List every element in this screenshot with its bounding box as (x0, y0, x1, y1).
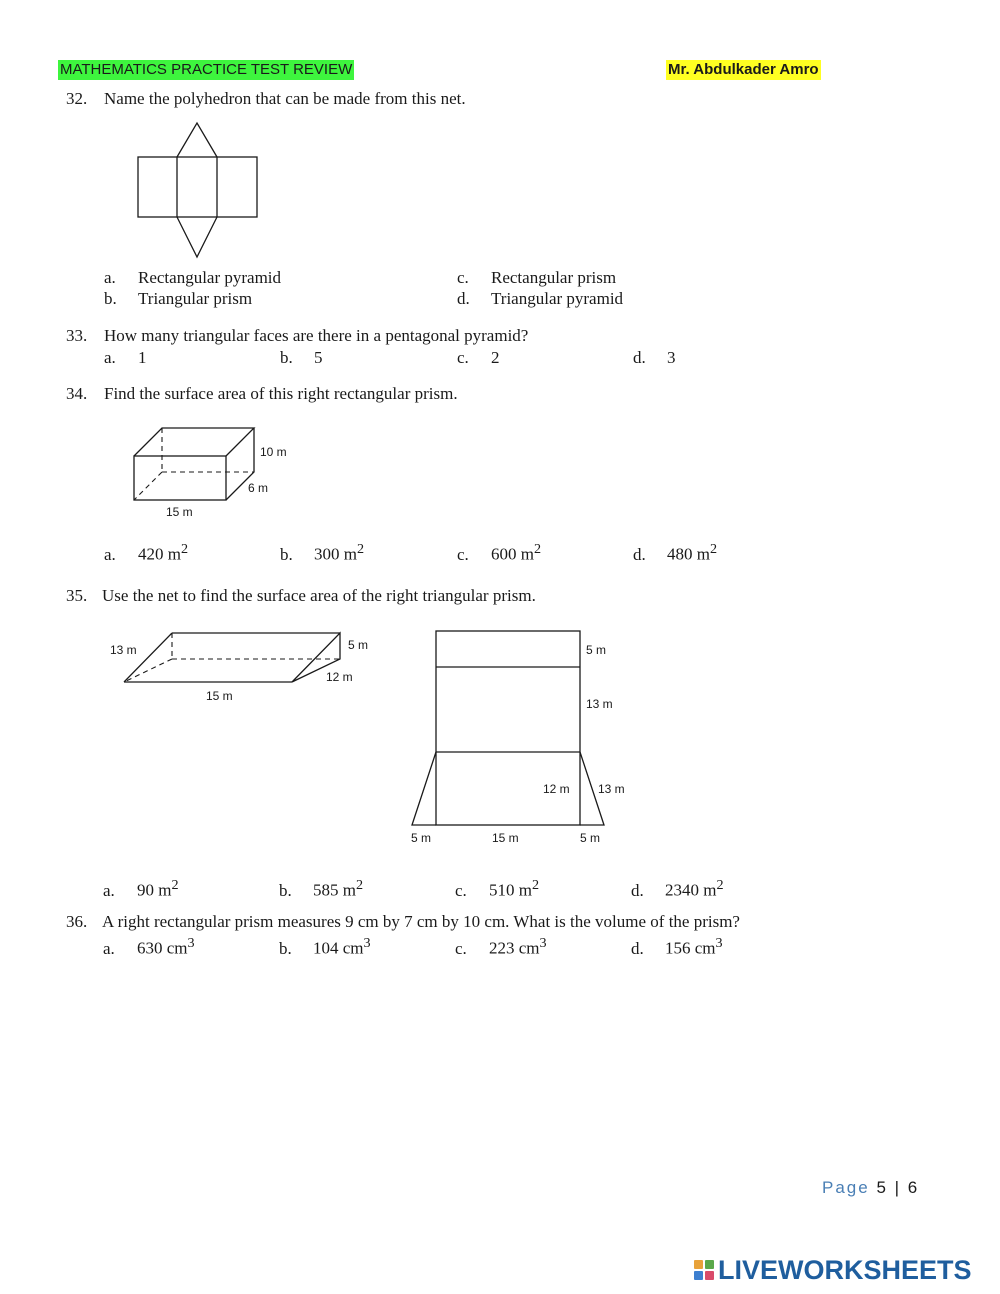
question-number: 33. (66, 326, 88, 345)
option-35-c[interactable]: c. 510 $m^2$ (455, 877, 540, 900)
option-33-a[interactable]: a. 1 (104, 348, 147, 367)
option-33-d[interactable]: d. 3 (633, 348, 676, 367)
triangular-prism-figure (100, 626, 390, 710)
net-figure-32 (130, 116, 270, 262)
label-top: 5 m (586, 643, 607, 657)
question-number: 35. (66, 586, 88, 605)
label-hyp: 13 m (110, 643, 137, 657)
label-length: 15 m (166, 505, 193, 519)
triangular-prism-net-figure (404, 624, 644, 850)
header-title: MATHEMATICS PRACTICE TEST REVIEW (60, 61, 353, 78)
label-leg: 12 m (326, 670, 353, 684)
option-36-b[interactable]: b. 104 $cm^3$ (279, 935, 371, 958)
option-34-b[interactable]: b. 300 $m^2$ (280, 541, 365, 564)
question-number: 32. (66, 89, 88, 108)
label-depth: 6 m (248, 481, 269, 495)
label-tri-leg: 12 m (543, 782, 570, 796)
option-34-a[interactable]: a. 420 $m^2$ (104, 541, 189, 564)
question-text: Use the net to find the surface area of the right triangular prism. (102, 586, 536, 605)
option-36-a[interactable]: a. 630 $cm^3$ (103, 935, 195, 958)
option-32-b[interactable]: b. Triangular prism (104, 289, 253, 308)
page-footer (822, 1178, 919, 1198)
option-36-d[interactable]: d. 156 $cm^3$ (631, 935, 723, 958)
option-34-d[interactable]: d. 480 $m^2$ (633, 541, 718, 564)
question-35 (66, 586, 536, 606)
brand-name: LIVEWORKSHEETS (718, 1254, 972, 1285)
question-34 (66, 384, 458, 404)
question-text: Name the polyhedron that can be made from this net. (104, 89, 466, 108)
question-32 (66, 89, 466, 109)
label-base: 15 m (492, 831, 519, 845)
option-35-d[interactable]: d. 2340 $m^2$ (631, 877, 724, 900)
option-32-c[interactable]: c. Rectangular prism (457, 268, 617, 287)
question-36 (66, 912, 740, 932)
label-right-base: 5 m (580, 831, 601, 845)
option-33-b[interactable]: b. 5 (280, 348, 323, 367)
logo-icon (694, 1260, 714, 1280)
question-number: 36. (66, 912, 88, 931)
option-35-a[interactable]: a. 90 $m^2$ (103, 877, 179, 900)
label-middle: 13 m (586, 697, 613, 711)
page-word: Page (822, 1178, 870, 1197)
page-number: 5 | 6 (876, 1178, 920, 1197)
liveworksheets-logo[interactable] (694, 1254, 972, 1286)
option-32-d[interactable]: d. Triangular pyramid (457, 289, 624, 308)
option-33-c[interactable]: c. 2 (457, 348, 500, 367)
label-tri-hyp: 13 m (598, 782, 625, 796)
question-text: How many triangular faces are there in a pentagonal pyramid? (104, 326, 529, 345)
question-33 (66, 326, 528, 346)
rectangular-prism-figure (126, 420, 306, 524)
label-left-base: 5 m (411, 831, 432, 845)
label-length: 15 m (206, 689, 233, 703)
option-34-c[interactable]: c. 600 $m^2$ (457, 541, 542, 564)
question-text: Find the surface area of this right rectangular prism. (104, 384, 458, 403)
option-36-c[interactable]: c. 223 $cm^3$ (455, 935, 547, 958)
label-height: 10 m (260, 445, 287, 459)
label-side: 5 m (348, 638, 369, 652)
option-32-a[interactable]: a. Rectangular pyramid (104, 268, 282, 287)
question-text: A right rectangular prism measures 9 cm by 7 cm by 10 cm. What is the volume of the prism? (102, 912, 740, 931)
option-35-b[interactable]: b. 585 $m^2$ (279, 877, 364, 900)
question-number: 34. (66, 384, 88, 403)
header-author: Mr. Abdulkader Amro (668, 61, 819, 78)
